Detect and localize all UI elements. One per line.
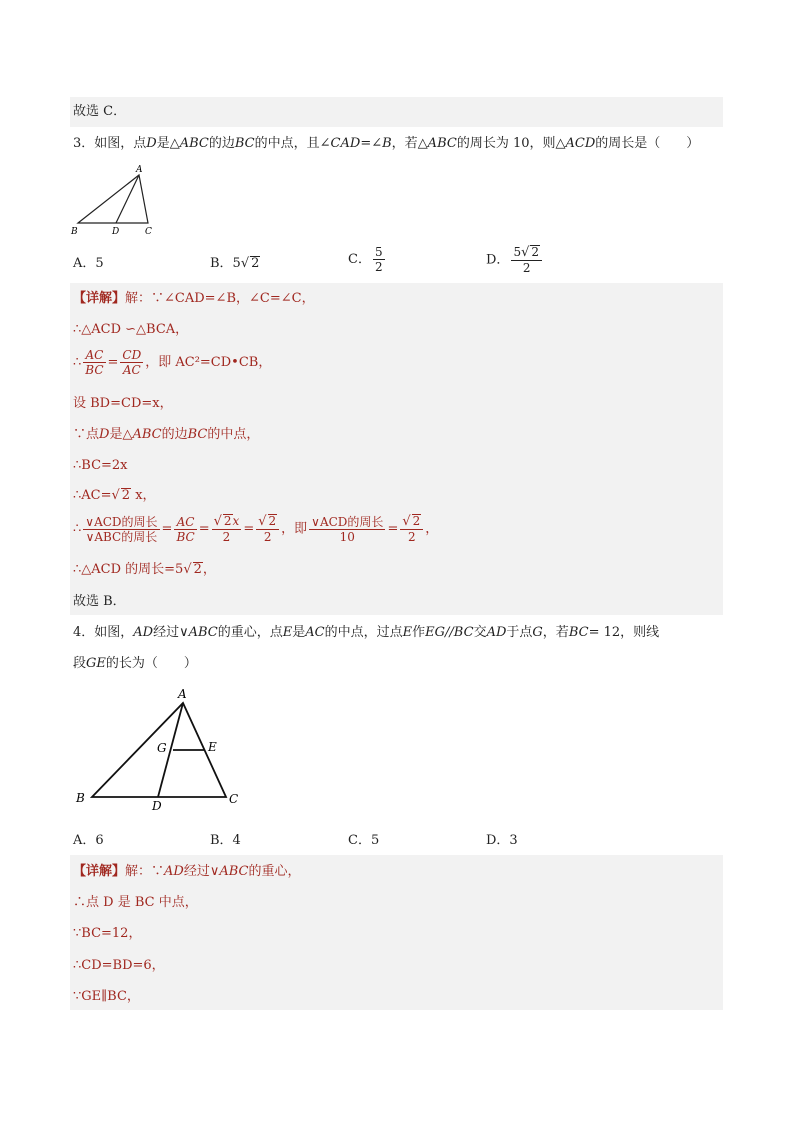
q3-sol-line-9: ∴△ACD 的周长=5√ 2， bbox=[73, 562, 216, 577]
segment-ad bbox=[116, 175, 139, 223]
label-b: B bbox=[71, 227, 78, 237]
solution-band-top bbox=[70, 97, 723, 127]
q4-sol-line-4: ∴CD=BD=6， bbox=[73, 958, 165, 973]
triangle-abc bbox=[78, 175, 148, 223]
label-g: G bbox=[157, 741, 167, 755]
label-a: A bbox=[178, 687, 187, 701]
q4-sol-line-2: ∴点 D 是 BC 中点， bbox=[73, 895, 198, 910]
q4-option-a[interactable]: A．6 bbox=[73, 833, 104, 848]
q4-option-d[interactable]: D．3 bbox=[486, 833, 518, 848]
q3-triangle-figure bbox=[70, 162, 165, 240]
q3-sol-line-1: 【详解】解：∵∠CAD=∠B，∠C=∠C， bbox=[73, 291, 315, 306]
q4-stem-line-2: 段GE的长为（ ） bbox=[73, 656, 197, 671]
q3-sol-line-2: ∴△ACD ∽△BCA， bbox=[73, 322, 189, 337]
q3-stem: 3．如图，点D是△ABC的边BC的中点，且∠CAD=∠B，若△ABC的周长为 10，则△ACD的周长是（ ） bbox=[73, 136, 700, 151]
q3-sol-line-5: ∵点D是△ABC的边BC的中点， bbox=[73, 427, 260, 442]
label-d: D bbox=[152, 799, 162, 813]
q3-option-d[interactable]: D． $\frac{5√ 2}{2}$ bbox=[486, 245, 544, 275]
q4-stem-line-1: 4．如图，AD经过∨ABC的重心，点E是AC的中点，过点E作EG//BC交AD于点G，若BC= 12，则线 bbox=[73, 625, 660, 640]
q4-sol-line-5: ∵GE∥BC， bbox=[73, 989, 140, 1004]
q3-sol-line-6: ∴BC=2x bbox=[73, 458, 128, 473]
q4-sol-line-1: 【详解】解：∵AD经过∨ABC的重心， bbox=[73, 864, 301, 879]
label-e: E bbox=[208, 740, 217, 754]
conclusion-c: 故选 C． bbox=[73, 104, 127, 119]
q4-sol-line-3: ∵BC=12， bbox=[73, 926, 142, 941]
q4-option-c[interactable]: C．5 bbox=[348, 833, 380, 848]
q3-sol-line-7: ∴AC=√ 2 x， bbox=[73, 488, 156, 503]
q3-sol-line-10: 故选 B． bbox=[73, 594, 126, 609]
label-d: D bbox=[112, 227, 120, 237]
label-c: C bbox=[145, 227, 152, 237]
label-c: C bbox=[229, 792, 239, 806]
q3-sol-line-3: ∴ $\frac{AC}{BC}$ = $\frac{CD}{AC}$ ，即 AC²=CD•CB， bbox=[73, 348, 272, 377]
q3-sol-line-4: 设 BD=CD=x， bbox=[73, 396, 173, 411]
q3-sol-line-8: ∴ $\frac{\text{∨ACD的周长}}{\text{∨ABC的周长}}$ = $\frac{AC}{BC}$ = $\frac{√ 2x}{2}$ = $\frac{√ 2}{2}$ ，即 $\frac{\text{∨ACD的周长}}{10}$ = $\frac{√ 2}{2}$ ， bbox=[73, 514, 439, 544]
label-a: A bbox=[136, 165, 143, 175]
q4-triangle-figure bbox=[70, 683, 250, 815]
q3-option-b[interactable]: B．5√ 2 bbox=[210, 256, 260, 271]
label-b: B bbox=[76, 791, 85, 805]
q3-option-c[interactable]: C． $\frac{5}{2}$ bbox=[348, 245, 383, 274]
q4-option-b[interactable]: B．4 bbox=[210, 833, 241, 848]
q3-option-a[interactable]: A．5 bbox=[73, 256, 104, 271]
